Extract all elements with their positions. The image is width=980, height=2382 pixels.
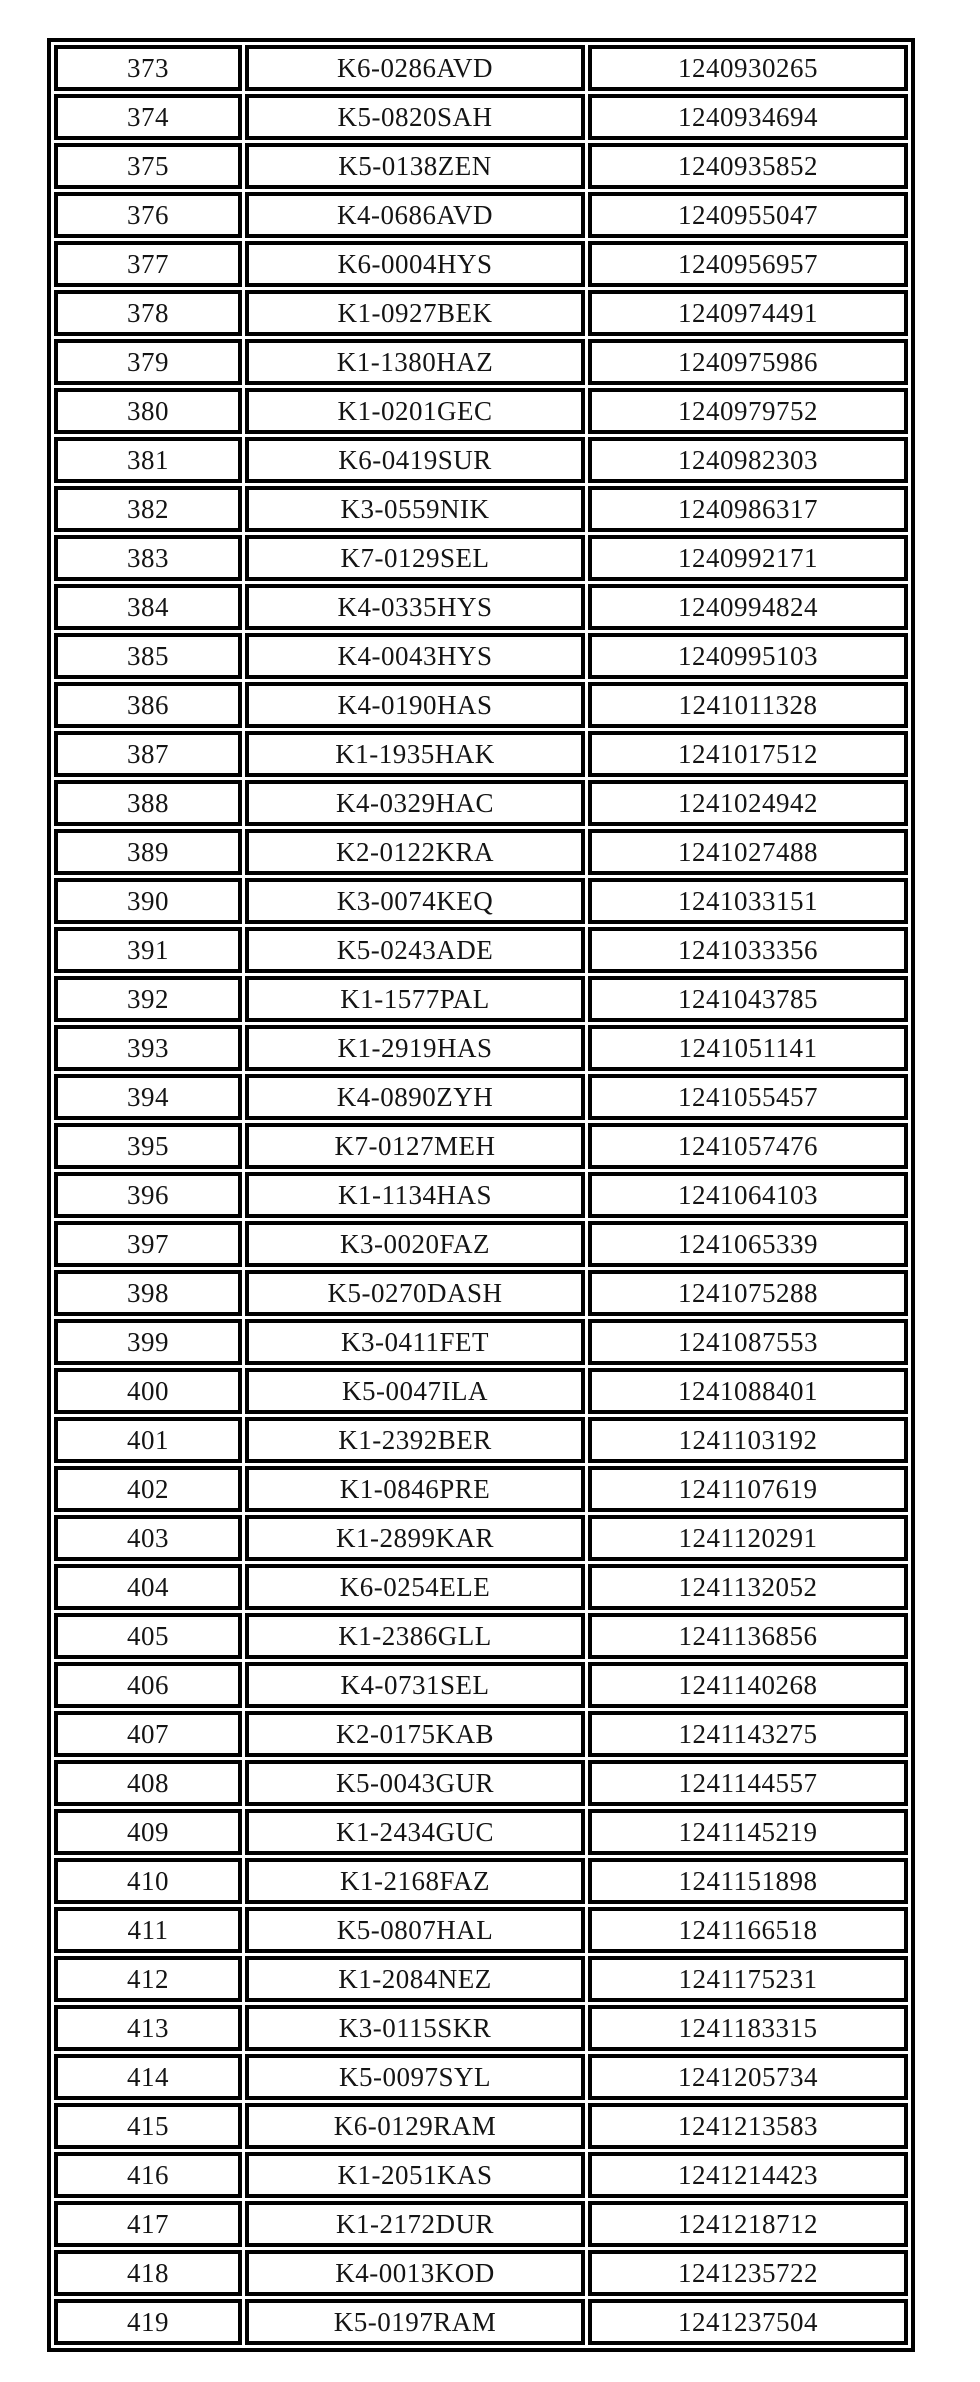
row-index-cell: 414 — [54, 2054, 242, 2100]
row-index-cell: 406 — [54, 1662, 242, 1708]
row-index-cell: 396 — [54, 1172, 242, 1218]
table-row — [54, 1564, 908, 1610]
table-row — [54, 1417, 908, 1463]
row-number-cell: 1240986317 — [588, 486, 908, 532]
row-code-cell: K6-0286AVD — [245, 45, 585, 91]
row-index-cell: 418 — [54, 2250, 242, 2296]
table-row — [54, 829, 908, 875]
row-code-cell: K4-0329HAC — [245, 780, 585, 826]
table-row — [54, 731, 908, 777]
row-code-cell: K7-0127MEH — [245, 1123, 585, 1169]
table-row — [54, 1809, 908, 1855]
row-code-cell: K4-0043HYS — [245, 633, 585, 679]
table-row — [54, 1466, 908, 1512]
table-row — [54, 1221, 908, 1267]
table-row — [54, 682, 908, 728]
row-code-cell: K1-2084NEZ — [245, 1956, 585, 2002]
table-row — [54, 1270, 908, 1316]
table-row — [54, 927, 908, 973]
row-code-cell: K2-0122KRA — [245, 829, 585, 875]
row-number-cell: 1241218712 — [588, 2201, 908, 2247]
row-number-cell: 1241214423 — [588, 2152, 908, 2198]
row-number-cell: 1241183315 — [588, 2005, 908, 2051]
table-row — [54, 1907, 908, 1953]
row-number-cell: 1241213583 — [588, 2103, 908, 2149]
row-number-cell: 1241132052 — [588, 1564, 908, 1610]
table-row — [54, 1613, 908, 1659]
row-number-cell: 1241140268 — [588, 1662, 908, 1708]
row-code-cell: K1-1134HAS — [245, 1172, 585, 1218]
row-number-cell: 1240992171 — [588, 535, 908, 581]
row-number-cell: 1241103192 — [588, 1417, 908, 1463]
row-code-cell: K5-0047ILA — [245, 1368, 585, 1414]
row-index-cell: 415 — [54, 2103, 242, 2149]
row-index-cell: 405 — [54, 1613, 242, 1659]
row-number-cell: 1241145219 — [588, 1809, 908, 1855]
row-number-cell: 1241075288 — [588, 1270, 908, 1316]
row-index-cell: 392 — [54, 976, 242, 1022]
row-number-cell: 1241143275 — [588, 1711, 908, 1757]
row-code-cell: K5-0243ADE — [245, 927, 585, 973]
table-row — [54, 241, 908, 287]
row-number-cell: 1241024942 — [588, 780, 908, 826]
row-index-cell: 376 — [54, 192, 242, 238]
row-number-cell: 1240955047 — [588, 192, 908, 238]
table-row — [54, 1172, 908, 1218]
row-index-cell: 400 — [54, 1368, 242, 1414]
row-index-cell: 399 — [54, 1319, 242, 1365]
row-code-cell: K1-2919HAS — [245, 1025, 585, 1071]
row-index-cell: 394 — [54, 1074, 242, 1120]
row-code-cell: K5-0197RAM — [245, 2299, 585, 2345]
table-row — [54, 1515, 908, 1561]
row-code-cell: K6-0254ELE — [245, 1564, 585, 1610]
row-code-cell: K5-0043GUR — [245, 1760, 585, 1806]
row-index-cell: 382 — [54, 486, 242, 532]
row-index-cell: 380 — [54, 388, 242, 434]
row-index-cell: 377 — [54, 241, 242, 287]
row-code-cell: K1-2434GUC — [245, 1809, 585, 1855]
row-number-cell: 1241175231 — [588, 1956, 908, 2002]
table-row — [54, 584, 908, 630]
row-number-cell: 1241237504 — [588, 2299, 908, 2345]
row-index-cell: 398 — [54, 1270, 242, 1316]
table-row — [54, 1760, 908, 1806]
row-index-cell: 410 — [54, 1858, 242, 1904]
row-code-cell: K6-0129RAM — [245, 2103, 585, 2149]
table-row — [54, 1319, 908, 1365]
table-row — [54, 780, 908, 826]
row-code-cell: K3-0411FET — [245, 1319, 585, 1365]
row-code-cell: K1-0927BEK — [245, 290, 585, 336]
row-index-cell: 391 — [54, 927, 242, 973]
row-number-cell: 1241033356 — [588, 927, 908, 973]
table-row — [54, 1858, 908, 1904]
table-row — [54, 339, 908, 385]
table-row — [54, 94, 908, 140]
row-number-cell: 1241120291 — [588, 1515, 908, 1561]
row-code-cell: K2-0175KAB — [245, 1711, 585, 1757]
row-number-cell: 1241235722 — [588, 2250, 908, 2296]
table-row — [54, 535, 908, 581]
row-number-cell: 1241033151 — [588, 878, 908, 924]
table-body — [54, 45, 908, 2345]
row-code-cell: K1-2899KAR — [245, 1515, 585, 1561]
row-code-cell: K3-0074KEQ — [245, 878, 585, 924]
table-row — [54, 45, 908, 91]
row-code-cell: K1-0846PRE — [245, 1466, 585, 1512]
table-row — [54, 2152, 908, 2198]
row-index-cell: 375 — [54, 143, 242, 189]
row-index-cell: 386 — [54, 682, 242, 728]
row-index-cell: 381 — [54, 437, 242, 483]
row-code-cell: K5-0097SYL — [245, 2054, 585, 2100]
row-code-cell: K1-2051KAS — [245, 2152, 585, 2198]
table-row — [54, 1368, 908, 1414]
row-code-cell: K1-1935HAK — [245, 731, 585, 777]
row-index-cell: 385 — [54, 633, 242, 679]
row-code-cell: K5-0270DASH — [245, 1270, 585, 1316]
row-number-cell: 1240935852 — [588, 143, 908, 189]
row-code-cell: K1-2386GLL — [245, 1613, 585, 1659]
row-number-cell: 1241027488 — [588, 829, 908, 875]
row-index-cell: 413 — [54, 2005, 242, 2051]
row-index-cell: 407 — [54, 1711, 242, 1757]
row-index-cell: 387 — [54, 731, 242, 777]
row-index-cell: 378 — [54, 290, 242, 336]
row-code-cell: K5-0138ZEN — [245, 143, 585, 189]
row-code-cell: K3-0559NIK — [245, 486, 585, 532]
row-code-cell: K6-0419SUR — [245, 437, 585, 483]
row-index-cell: 417 — [54, 2201, 242, 2247]
row-code-cell: K5-0807HAL — [245, 1907, 585, 1953]
row-number-cell: 1240982303 — [588, 437, 908, 483]
row-index-cell: 419 — [54, 2299, 242, 2345]
table-row — [54, 878, 908, 924]
row-code-cell: K1-1380HAZ — [245, 339, 585, 385]
row-index-cell: 374 — [54, 94, 242, 140]
data-table — [47, 38, 915, 2352]
row-number-cell: 1241144557 — [588, 1760, 908, 1806]
row-index-cell: 373 — [54, 45, 242, 91]
table-row — [54, 1123, 908, 1169]
row-number-cell: 1240934694 — [588, 94, 908, 140]
row-number-cell: 1241057476 — [588, 1123, 908, 1169]
table-row — [54, 143, 908, 189]
row-index-cell: 412 — [54, 1956, 242, 2002]
table-row — [54, 1662, 908, 1708]
row-index-cell: 416 — [54, 2152, 242, 2198]
table-row — [54, 290, 908, 336]
row-code-cell: K4-0335HYS — [245, 584, 585, 630]
table-row — [54, 388, 908, 434]
row-number-cell: 1241051141 — [588, 1025, 908, 1071]
row-number-cell: 1241166518 — [588, 1907, 908, 1953]
row-index-cell: 402 — [54, 1466, 242, 1512]
row-index-cell: 409 — [54, 1809, 242, 1855]
row-index-cell: 393 — [54, 1025, 242, 1071]
row-index-cell: 404 — [54, 1564, 242, 1610]
row-index-cell: 408 — [54, 1760, 242, 1806]
row-code-cell: K5-0820SAH — [245, 94, 585, 140]
row-index-cell: 397 — [54, 1221, 242, 1267]
table-row — [54, 2005, 908, 2051]
row-index-cell: 388 — [54, 780, 242, 826]
row-number-cell: 1241064103 — [588, 1172, 908, 1218]
row-number-cell: 1241205734 — [588, 2054, 908, 2100]
row-code-cell: K1-1577PAL — [245, 976, 585, 1022]
row-number-cell: 1240994824 — [588, 584, 908, 630]
row-number-cell: 1241055457 — [588, 1074, 908, 1120]
table-row — [54, 2054, 908, 2100]
row-number-cell: 1241043785 — [588, 976, 908, 1022]
row-code-cell: K4-0731SEL — [245, 1662, 585, 1708]
row-number-cell: 1241136856 — [588, 1613, 908, 1659]
row-number-cell: 1241087553 — [588, 1319, 908, 1365]
row-index-cell: 379 — [54, 339, 242, 385]
row-index-cell: 403 — [54, 1515, 242, 1561]
row-index-cell: 389 — [54, 829, 242, 875]
table-row — [54, 2250, 908, 2296]
row-code-cell: K1-2392BER — [245, 1417, 585, 1463]
table-row — [54, 437, 908, 483]
table-row — [54, 2103, 908, 2149]
row-number-cell: 1241011328 — [588, 682, 908, 728]
table-row — [54, 1956, 908, 2002]
row-number-cell: 1241107619 — [588, 1466, 908, 1512]
row-code-cell: K4-0686AVD — [245, 192, 585, 238]
row-number-cell: 1240974491 — [588, 290, 908, 336]
row-code-cell: K6-0004HYS — [245, 241, 585, 287]
row-code-cell: K1-2168FAZ — [245, 1858, 585, 1904]
table-row — [54, 2201, 908, 2247]
row-code-cell: K1-2172DUR — [245, 2201, 585, 2247]
table-row — [54, 633, 908, 679]
row-number-cell: 1241065339 — [588, 1221, 908, 1267]
row-number-cell: 1240995103 — [588, 633, 908, 679]
row-index-cell: 384 — [54, 584, 242, 630]
row-code-cell: K3-0020FAZ — [245, 1221, 585, 1267]
row-index-cell: 401 — [54, 1417, 242, 1463]
row-code-cell: K4-0890ZYH — [245, 1074, 585, 1120]
row-number-cell: 1240930265 — [588, 45, 908, 91]
table-row — [54, 2299, 908, 2345]
row-number-cell: 1241017512 — [588, 731, 908, 777]
row-number-cell: 1240956957 — [588, 241, 908, 287]
table-row — [54, 1711, 908, 1757]
document-table-region — [47, 38, 915, 2352]
row-code-cell: K4-0190HAS — [245, 682, 585, 728]
row-index-cell: 383 — [54, 535, 242, 581]
table-row — [54, 192, 908, 238]
row-number-cell: 1241088401 — [588, 1368, 908, 1414]
table-row — [54, 976, 908, 1022]
row-number-cell: 1241151898 — [588, 1858, 908, 1904]
row-index-cell: 411 — [54, 1907, 242, 1953]
row-number-cell: 1240975986 — [588, 339, 908, 385]
row-index-cell: 390 — [54, 878, 242, 924]
row-number-cell: 1240979752 — [588, 388, 908, 434]
row-index-cell: 395 — [54, 1123, 242, 1169]
table-row — [54, 486, 908, 532]
row-code-cell: K1-0201GEC — [245, 388, 585, 434]
table-row — [54, 1074, 908, 1120]
row-code-cell: K7-0129SEL — [245, 535, 585, 581]
row-code-cell: K3-0115SKR — [245, 2005, 585, 2051]
row-code-cell: K4-0013KOD — [245, 2250, 585, 2296]
table-row — [54, 1025, 908, 1071]
